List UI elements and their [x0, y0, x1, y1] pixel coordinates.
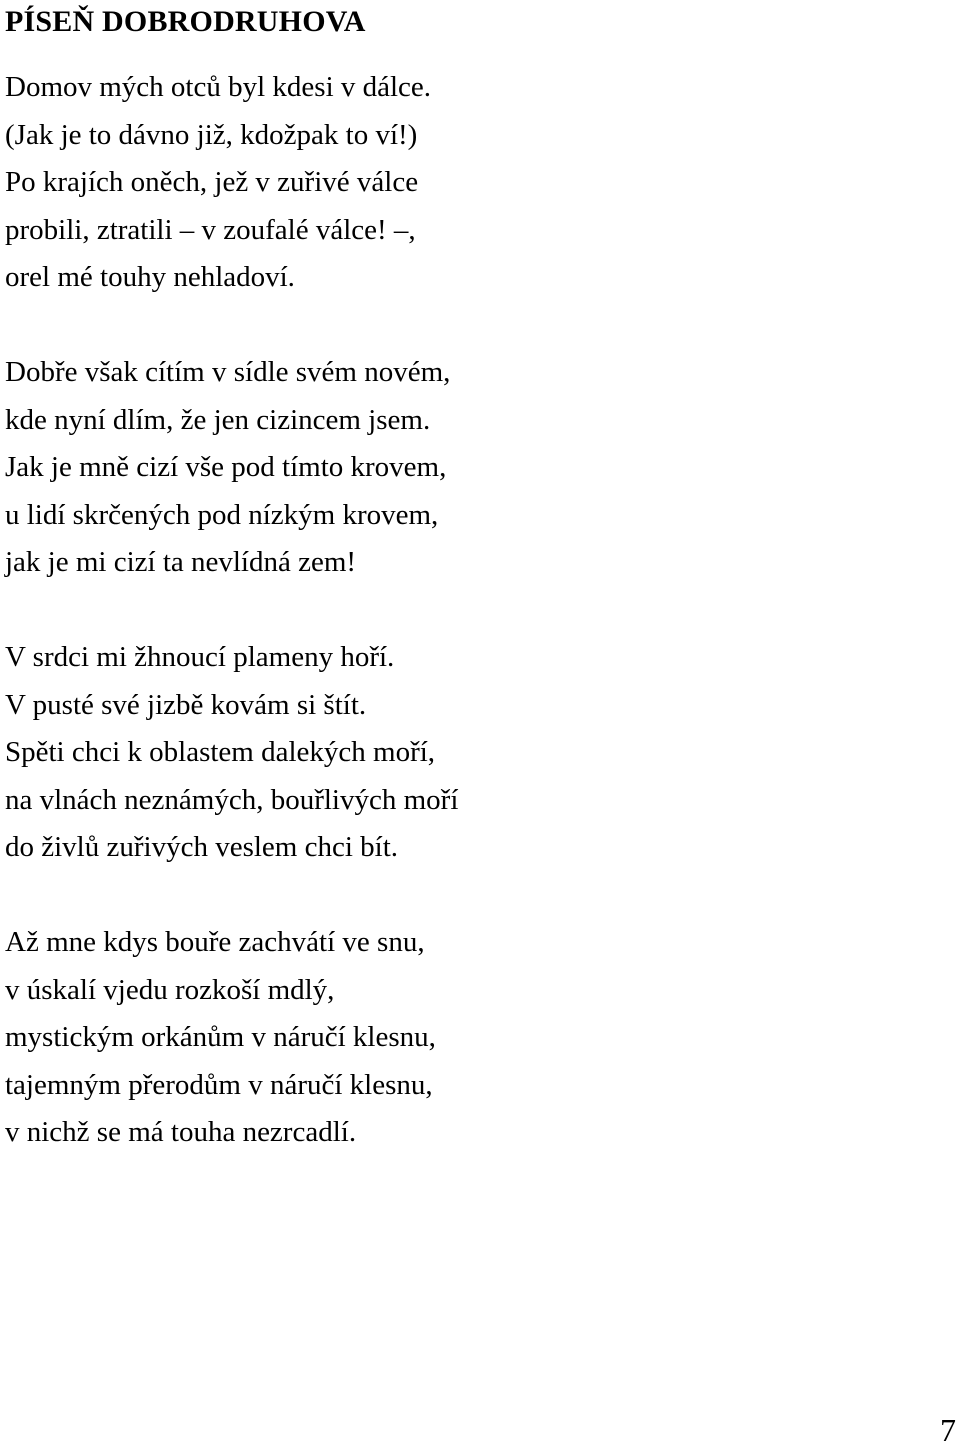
poem-title: PÍSEŇ DOBRODRUHOVA: [5, 5, 366, 38]
poem-line: u lidí skrčených pod nízkým krovem,: [5, 498, 439, 531]
poem-line: v nichž se má touha nezrcadlí.: [5, 1116, 357, 1148]
poem-line: V pusté své jizbě kovám si štít.: [5, 688, 367, 721]
stanza-2: [5, 349, 450, 587]
poem-line: orel mé touhy nehladoví.: [5, 261, 295, 293]
stanza-4: [5, 919, 436, 1157]
stanza-1: [5, 64, 431, 302]
page-number: 7: [940, 1412, 956, 1448]
poem-line: Dobře však cítím v sídle svém novém,: [5, 356, 451, 388]
poem-line: jak je mi cizí ta nevlídná zem!: [5, 546, 357, 578]
poem-line: Domov mých otců byl kdesi v dálce.: [5, 71, 432, 103]
poem-line: Po krajích oněch, jež v zuřivé válce: [5, 166, 419, 198]
poem-line: mystickým orkánům v náručí klesnu,: [5, 1021, 436, 1053]
poem-line: na vlnách neznámých, bouřlivých moří: [5, 783, 459, 816]
poem-line: Spěti chci k oblastem dalekých moří,: [5, 736, 436, 768]
poem-line: v úskalí vjedu rozkoší mdlý,: [5, 973, 335, 1006]
poem-line: probili, ztratili – v zoufalé válce! –,: [5, 213, 416, 246]
poem-line: kde nyní dlím, že jen cizincem jsem.: [5, 403, 431, 436]
stanza-3: [5, 634, 458, 872]
poem-line: V srdci mi žhnoucí plameny hoří.: [5, 641, 395, 673]
poem-line: do živlů zuřivých veslem chci bít.: [5, 831, 399, 863]
poem-line: Až mne kdys bouře zachvátí ve snu,: [5, 926, 425, 958]
poem-line: tajemným přerodům v náručí klesnu,: [5, 1068, 433, 1101]
poem-line: Jak je mně cizí vše pod tímto krovem,: [5, 451, 447, 483]
poem-line: (Jak je to dávno již, kdožpak to ví!): [5, 118, 418, 151]
